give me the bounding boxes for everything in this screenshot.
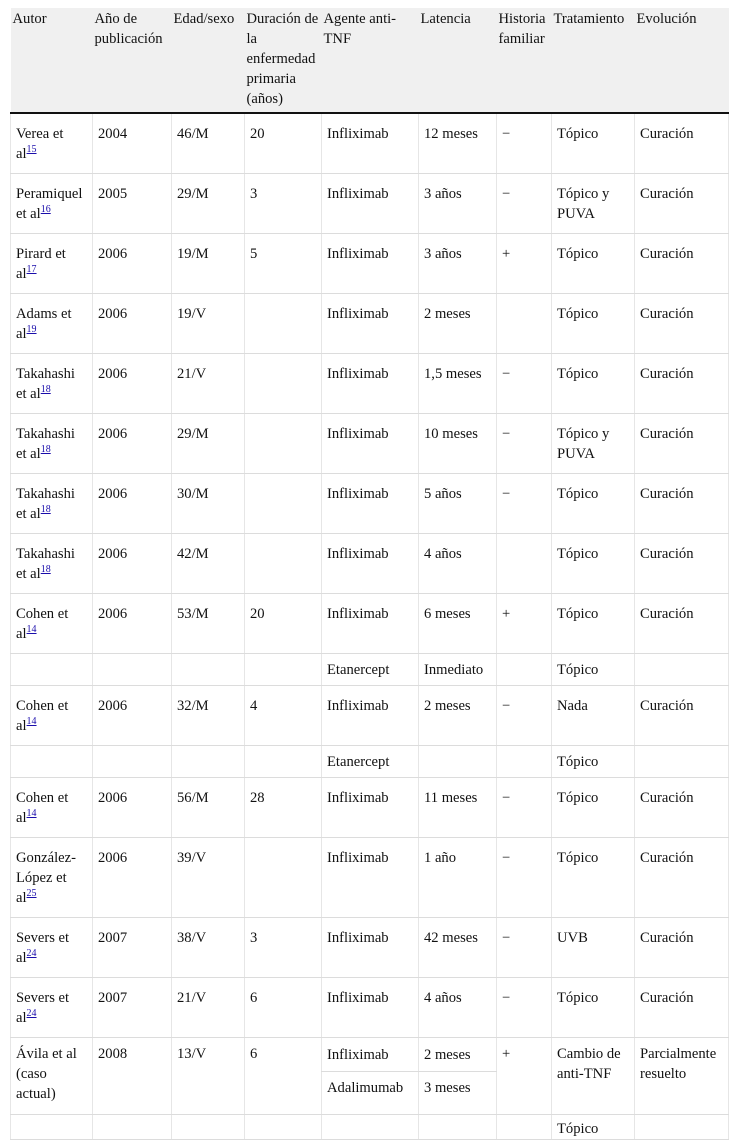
- column-header: Latencia: [419, 8, 497, 113]
- table-row: [11, 414, 729, 474]
- table-row: [11, 294, 729, 354]
- reference-link[interactable]: 15: [26, 144, 37, 156]
- cell-outcome: Parcialmente resuelto: [635, 1038, 729, 1115]
- cell-duration: 20: [245, 594, 322, 654]
- cell-age-sex: 46/M: [172, 113, 245, 174]
- cell-outcome: Curación: [635, 686, 729, 746]
- cell-duration: [245, 294, 322, 354]
- reference-link[interactable]: 18: [40, 444, 51, 456]
- cell-agent: Infliximab: [322, 294, 419, 354]
- table-row: [11, 686, 729, 746]
- cell-latency: 1 año: [419, 838, 497, 918]
- table-row: [11, 654, 729, 686]
- cell-age-sex: 42/M: [172, 534, 245, 594]
- cell-author: [11, 978, 93, 1038]
- cell-latency: [419, 746, 497, 778]
- cell-family: [497, 294, 552, 354]
- cell-treatment: Tópico: [552, 594, 635, 654]
- author-name: Cohen et al: [16, 790, 69, 826]
- table-row: [11, 918, 729, 978]
- cell-family: −: [497, 113, 552, 174]
- cell-author: [11, 354, 93, 414]
- cell-treatment: Tópico: [552, 746, 635, 778]
- cell-latency: 3 años: [419, 234, 497, 294]
- cell-agent: Infliximab: [322, 838, 419, 918]
- cell-age-sex: 30/M: [172, 474, 245, 534]
- table-row: [11, 1115, 729, 1140]
- cell-author: [11, 113, 93, 174]
- cell-outcome: [635, 746, 729, 778]
- cell-treatment: Cambio de anti-TNF: [552, 1038, 635, 1115]
- cell-author: [11, 654, 93, 686]
- cell-outcome: Curación: [635, 978, 729, 1038]
- cell-agent: Etanercept: [322, 746, 419, 778]
- cell-agent: Infliximab: [322, 534, 419, 594]
- cell-treatment: Tópico y PUVA: [552, 414, 635, 474]
- cell-family: −: [497, 686, 552, 746]
- cell-family: −: [497, 778, 552, 838]
- cell-author: Ávila et al (caso actual): [11, 1038, 93, 1115]
- cell-outcome: Curación: [635, 534, 729, 594]
- cell-outcome: Curación: [635, 414, 729, 474]
- cell-author: [11, 838, 93, 918]
- cell-treatment: Tópico: [552, 978, 635, 1038]
- cell-age-sex: 19/M: [172, 234, 245, 294]
- reference-link[interactable]: 18: [40, 564, 51, 576]
- author-name: Takahashi et al: [16, 366, 75, 402]
- cell-latency: 12 meses: [419, 113, 497, 174]
- cell-age-sex: 29/M: [172, 174, 245, 234]
- author-name: Pirard et al: [16, 246, 66, 282]
- column-header: Tratamiento: [552, 8, 635, 113]
- cell-treatment: Tópico: [552, 778, 635, 838]
- cell-treatment: Tópico: [552, 234, 635, 294]
- cell-treatment: Tópico: [552, 294, 635, 354]
- author-name: Adams et al: [16, 306, 72, 342]
- cell-age-sex: [172, 746, 245, 778]
- cell-age-sex: 29/M: [172, 414, 245, 474]
- cell-agent: Infliximab: [322, 686, 419, 746]
- author-name: Takahashi et al: [16, 426, 75, 462]
- cell-duration: [245, 414, 322, 474]
- table-row: [11, 978, 729, 1038]
- table-body: [11, 113, 729, 1038]
- cell-family: +: [497, 234, 552, 294]
- table-row: [11, 1038, 729, 1072]
- cell-year: 2006: [93, 234, 172, 294]
- cell-agent: Infliximab: [322, 414, 419, 474]
- cell-latency: 42 meses: [419, 918, 497, 978]
- cell-latency: 4 años: [419, 978, 497, 1038]
- cell-outcome: Curación: [635, 294, 729, 354]
- cell-author: [11, 594, 93, 654]
- cell-duration: [245, 746, 322, 778]
- cell-duration: [245, 534, 322, 594]
- cell-year: 2006: [93, 294, 172, 354]
- cell-latency: 2 meses: [419, 294, 497, 354]
- cell-duration: 28: [245, 778, 322, 838]
- cell-author: [11, 414, 93, 474]
- cell-family: +: [497, 594, 552, 654]
- cell-family: −: [497, 978, 552, 1038]
- cell-agent: Infliximab: [322, 174, 419, 234]
- reference-link[interactable]: 14: [26, 808, 37, 820]
- cell-duration: [245, 354, 322, 414]
- author-name: Peramiquel et al: [16, 186, 83, 222]
- cell-agent: Infliximab: [322, 778, 419, 838]
- cell-year: 2004: [93, 113, 172, 174]
- cell-duration: 20: [245, 113, 322, 174]
- cell-year: [93, 746, 172, 778]
- cell-agent: Infliximab: [322, 918, 419, 978]
- cell-treatment: Tópico: [552, 113, 635, 174]
- author-name: Verea et al: [16, 126, 64, 162]
- cell-age-sex: 21/V: [172, 354, 245, 414]
- reference-link[interactable]: 18: [40, 504, 51, 516]
- cell-treatment: Tópico: [552, 474, 635, 534]
- author-name: Severs et al: [16, 990, 70, 1026]
- cell-treatment: Tópico: [552, 838, 635, 918]
- cell-treatment: Tópico y PUVA: [552, 174, 635, 234]
- case-table: [10, 8, 729, 1140]
- cell-author: [11, 534, 93, 594]
- column-header: Edad/sexo: [172, 8, 245, 113]
- cell-age-sex: 13/V: [172, 1038, 245, 1115]
- cell-latency: 4 años: [419, 534, 497, 594]
- cell-latency: 2 meses: [419, 686, 497, 746]
- column-header: Autor: [11, 8, 93, 113]
- cell-year: 2005: [93, 174, 172, 234]
- author-name: Cohen et al: [16, 606, 69, 642]
- cell-outcome: Curación: [635, 113, 729, 174]
- reference-link[interactable]: 25: [26, 888, 37, 900]
- cell-duration: 6: [245, 1038, 322, 1115]
- cell-age-sex: 53/M: [172, 594, 245, 654]
- cell-latency: 10 meses: [419, 414, 497, 474]
- author-name: Severs et al: [16, 930, 70, 966]
- table-row: [11, 778, 729, 838]
- header-row: [11, 8, 729, 113]
- cell-agent: Etanercept: [322, 654, 419, 686]
- last-case: [11, 1038, 729, 1140]
- column-header: Historia familiar: [497, 8, 552, 113]
- reference-link[interactable]: 24: [26, 948, 37, 960]
- cell-year: 2006: [93, 414, 172, 474]
- cell-author: [11, 294, 93, 354]
- cell-duration: 5: [245, 234, 322, 294]
- cell-family: [497, 746, 552, 778]
- reference-link[interactable]: 16: [40, 204, 51, 216]
- cell-year: 2007: [93, 918, 172, 978]
- cell-latency: 5 años: [419, 474, 497, 534]
- cell-outcome: Curación: [635, 354, 729, 414]
- cell-latency: 2 meses: [419, 1038, 497, 1072]
- cell-family: −: [497, 918, 552, 978]
- cell-agent: Infliximab: [322, 474, 419, 534]
- cell-family: [497, 654, 552, 686]
- cell-outcome: Curación: [635, 474, 729, 534]
- cell-agent: Infliximab: [322, 978, 419, 1038]
- cell-treatment: Nada: [552, 686, 635, 746]
- table-row: [11, 474, 729, 534]
- cell-duration: 3: [245, 918, 322, 978]
- cell-year: 2006: [93, 778, 172, 838]
- cell-treatment: Tópico: [552, 534, 635, 594]
- cell-age-sex: [172, 654, 245, 686]
- column-header: Agente anti-TNF: [322, 8, 419, 113]
- cell-duration: 4: [245, 686, 322, 746]
- cell-duration: 6: [245, 978, 322, 1038]
- cell-family: −: [497, 838, 552, 918]
- cell-latency: 6 meses: [419, 594, 497, 654]
- cell-family: −: [497, 474, 552, 534]
- cell-agent: Infliximab: [322, 113, 419, 174]
- cell-outcome: Curación: [635, 838, 729, 918]
- cell-duration: [245, 838, 322, 918]
- cell-family: −: [497, 174, 552, 234]
- reference-link[interactable]: 18: [40, 384, 51, 396]
- author-name: Cohen et al: [16, 698, 69, 734]
- reference-link[interactable]: 14: [26, 716, 37, 728]
- table-row: [11, 746, 729, 778]
- cell-outcome: [635, 654, 729, 686]
- table-row: [11, 838, 729, 918]
- reference-link[interactable]: 19: [26, 324, 37, 336]
- cell-outcome: Curación: [635, 778, 729, 838]
- cell-year: 2006: [93, 534, 172, 594]
- cell-agent: Infliximab: [322, 354, 419, 414]
- cell-year: 2008: [93, 1038, 172, 1115]
- cell-family: −: [497, 414, 552, 474]
- cell-treatment: Tópico: [552, 354, 635, 414]
- author-name: Takahashi et al: [16, 546, 75, 582]
- cell-year: [93, 654, 172, 686]
- cell-year: 2006: [93, 354, 172, 414]
- cell-agent: Infliximab: [322, 1038, 419, 1072]
- cell-family: +: [497, 1038, 552, 1115]
- cell-latency: 11 meses: [419, 778, 497, 838]
- table-row: [11, 234, 729, 294]
- cell-treatment: Tópico: [552, 1115, 635, 1140]
- cell-treatment: UVB: [552, 918, 635, 978]
- column-header: Año de publicación: [93, 8, 172, 113]
- cell-age-sex: 19/V: [172, 294, 245, 354]
- cell-family: −: [497, 354, 552, 414]
- cell-agent: Infliximab: [322, 594, 419, 654]
- cell-age-sex: 38/V: [172, 918, 245, 978]
- cell-latency: Inmediato: [419, 654, 497, 686]
- cell-outcome: Curación: [635, 594, 729, 654]
- cell-age-sex: 39/V: [172, 838, 245, 918]
- cell-author: [11, 746, 93, 778]
- cell-year: 2006: [93, 686, 172, 746]
- cell-author: [11, 234, 93, 294]
- cell-age-sex: 32/M: [172, 686, 245, 746]
- cell-outcome: Curación: [635, 234, 729, 294]
- cell-author: [11, 686, 93, 746]
- cell-latency: 3 meses: [419, 1072, 497, 1115]
- reference-link[interactable]: 14: [26, 624, 37, 636]
- cell-author: [11, 778, 93, 838]
- reference-link[interactable]: 24: [26, 1008, 37, 1020]
- cell-outcome: Curación: [635, 174, 729, 234]
- table-row: [11, 594, 729, 654]
- cell-agent: Adalimumab: [322, 1072, 419, 1115]
- cell-duration: [245, 654, 322, 686]
- cell-author: [11, 174, 93, 234]
- author-name: Takahashi et al: [16, 486, 75, 522]
- cell-year: 2006: [93, 838, 172, 918]
- cell-latency: 3 años: [419, 174, 497, 234]
- cell-family: [497, 534, 552, 594]
- column-header: Evolución: [635, 8, 729, 113]
- cell-duration: 3: [245, 174, 322, 234]
- cell-agent: Infliximab: [322, 234, 419, 294]
- cell-treatment: Tópico: [552, 654, 635, 686]
- cell-year: 2006: [93, 474, 172, 534]
- cell-year: 2007: [93, 978, 172, 1038]
- author-name: González-López et al: [16, 850, 76, 906]
- cell-age-sex: 56/M: [172, 778, 245, 838]
- column-header: Duración de la enfermedad primaria (años): [245, 8, 322, 113]
- table-row: [11, 354, 729, 414]
- cell-author: [11, 918, 93, 978]
- cell-age-sex: 21/V: [172, 978, 245, 1038]
- table-row: [11, 534, 729, 594]
- cell-latency: 1,5 meses: [419, 354, 497, 414]
- cell-year: 2006: [93, 594, 172, 654]
- cell-author: [11, 474, 93, 534]
- cell-duration: [245, 474, 322, 534]
- reference-link[interactable]: 17: [26, 264, 37, 276]
- table-row: [11, 174, 729, 234]
- cell-outcome: Curación: [635, 918, 729, 978]
- table-row: [11, 113, 729, 174]
